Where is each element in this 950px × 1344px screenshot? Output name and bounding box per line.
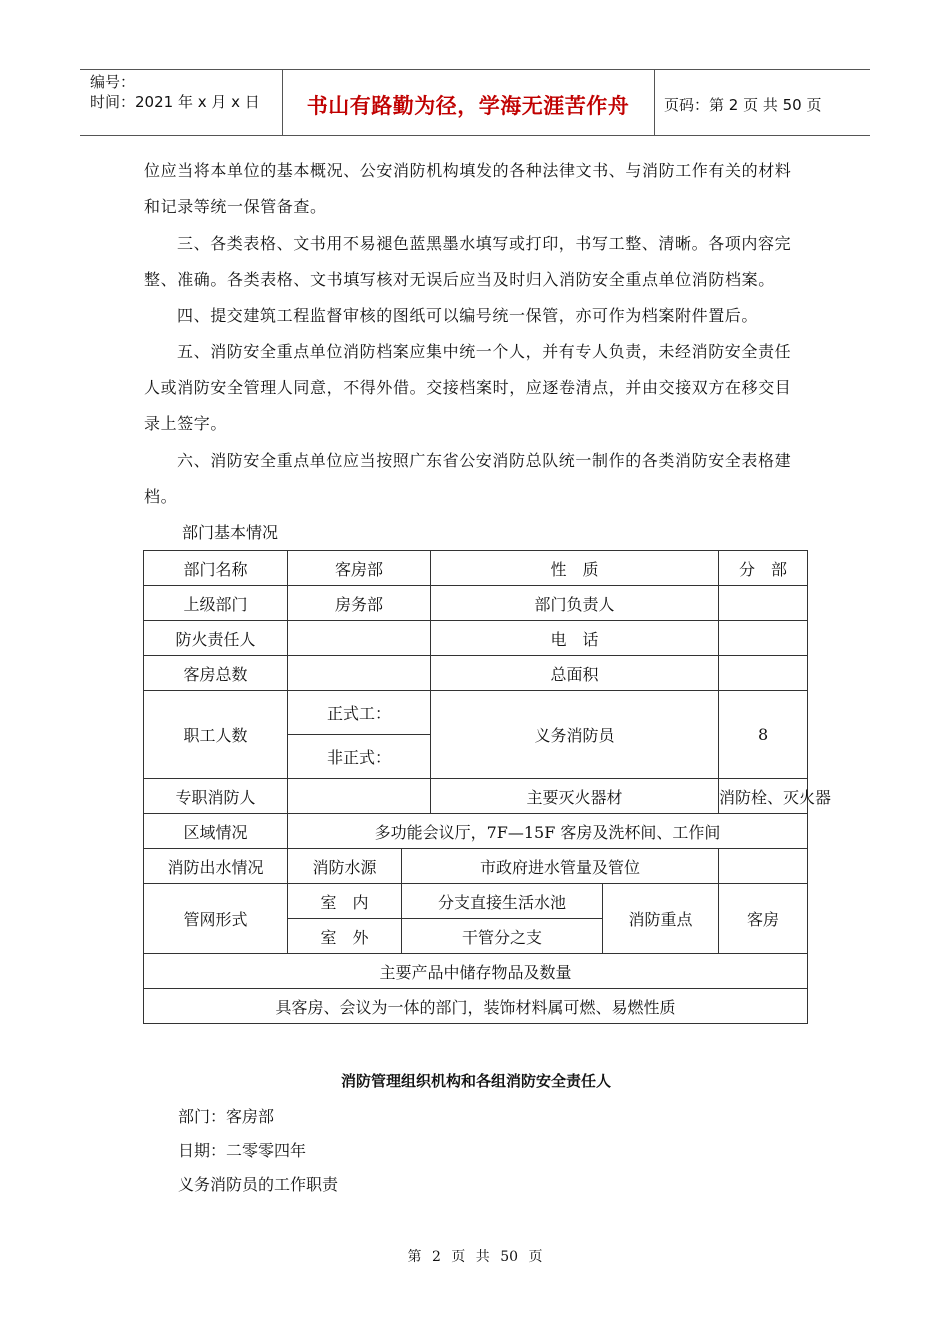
table-cell bbox=[719, 621, 808, 656]
header-divider-right bbox=[654, 69, 655, 135]
table-cell: 客房 bbox=[719, 884, 808, 954]
table-cell bbox=[288, 656, 431, 691]
table-cell bbox=[719, 656, 808, 691]
table-cell: 消防出水情况 bbox=[144, 849, 288, 884]
table-cell: 室 外 bbox=[288, 919, 402, 954]
table-cell: 部门名称 bbox=[144, 551, 288, 586]
table-cell: 消防水源 bbox=[288, 849, 402, 884]
table-row bbox=[144, 884, 808, 919]
table-cell: 8 bbox=[719, 691, 808, 779]
duty-line: 义务消防员的工作职责 bbox=[178, 1175, 339, 1194]
table-cell bbox=[719, 849, 808, 884]
table-row bbox=[144, 814, 808, 849]
table-cell: 部门负责人 bbox=[431, 586, 719, 621]
table-cell: 多功能会议厅，7F—15F 客房及洗杯间、工作间 bbox=[288, 814, 808, 849]
table-cell: 专职消防人 bbox=[144, 779, 288, 814]
table-cell: 市政府进水管量及管位 bbox=[402, 849, 719, 884]
table-row bbox=[144, 656, 808, 691]
header-bottom-rule bbox=[80, 135, 870, 136]
paragraph-1: 位应当将本单位的基本概况、公安消防机构填发的各种法律文书、与消防工作有关的材料和记录等统一保管备查。 bbox=[144, 161, 792, 216]
table-cell: 干管分之支 bbox=[402, 919, 603, 954]
paragraph-2: 三、各类表格、文书用不易褪色蓝黑墨水填写或打印，书写工整、清晰。各项内容完整、准确。各类表格、文书填写核对无误后应当及时归入消防安全重点单位消防档案。 bbox=[144, 234, 792, 289]
table-row bbox=[144, 779, 808, 814]
table-cell: 管网形式 bbox=[144, 884, 288, 954]
table-cell: 职工人数 bbox=[144, 691, 288, 779]
table-cell: 总面积 bbox=[431, 656, 719, 691]
table-cell: 非正式： bbox=[288, 735, 431, 779]
table-cell: 防火责任人 bbox=[144, 621, 288, 656]
table-cell: 上级部门 bbox=[144, 586, 288, 621]
table-cell bbox=[288, 779, 431, 814]
paragraph-5: 六、消防安全重点单位应当按照广东省公安消防总队统一制作的各类消防安全表格建档。 bbox=[144, 451, 792, 506]
table-cell: 义务消防员 bbox=[431, 691, 719, 779]
table-cell bbox=[288, 621, 431, 656]
header-top-rule bbox=[80, 69, 870, 70]
table-cell: 消防栓、灭火器 bbox=[719, 779, 808, 814]
paragraph-3: 四、提交建筑工程监督审核的图纸可以编号统一保管，亦可作为档案附件置后。 bbox=[177, 306, 759, 325]
table-cell: 消防重点 bbox=[603, 884, 719, 954]
table-cell: 正式工： bbox=[288, 691, 431, 735]
table-row bbox=[144, 849, 808, 884]
header-motto: 书山有路勤为径，学海无涯苦作舟 bbox=[306, 94, 630, 118]
date-line: 日期：二零零四年 bbox=[178, 1141, 307, 1160]
table-title: 部门基本情况 bbox=[182, 523, 279, 542]
table-row bbox=[144, 691, 808, 735]
section-title: 消防管理组织机构和各组消防安全责任人 bbox=[340, 1072, 611, 1090]
table-row bbox=[144, 586, 808, 621]
table-cell: 分支直接生活水池 bbox=[402, 884, 603, 919]
table-cell: 分 部 bbox=[719, 551, 808, 586]
table-cell: 室 内 bbox=[288, 884, 402, 919]
table-cell: 区域情况 bbox=[144, 814, 288, 849]
table-cell: 具客房、会议为一体的部门，装饰材料属可燃、易燃性质 bbox=[144, 989, 808, 1024]
table-cell: 性 质 bbox=[431, 551, 719, 586]
table-cell: 主要产品中储存物品及数量 bbox=[144, 954, 808, 989]
table-row bbox=[144, 989, 808, 1024]
paragraph-4: 五、消防安全重点单位消防档案应集中统一个人，并有专人负责，未经消防安全责任人或消防安全管理人同意，不得外借。交接档案时，应逐卷清点，并由交接双方在移交目录上签字。 bbox=[144, 342, 792, 433]
table-row bbox=[144, 621, 808, 656]
header-time-label: 时间：2021 年 x 月 x 日 bbox=[90, 93, 260, 111]
table-cell: 客房部 bbox=[288, 551, 431, 586]
page-footer: 第 2 页 共 50 页 bbox=[407, 1249, 543, 1265]
table-cell: 主要灭火器材 bbox=[431, 779, 719, 814]
table-row bbox=[144, 954, 808, 989]
department-info-table bbox=[143, 550, 832, 1024]
table-cell bbox=[719, 586, 808, 621]
department-line: 部门：客房部 bbox=[178, 1107, 275, 1126]
table-cell: 房务部 bbox=[288, 586, 431, 621]
table-cell: 客房总数 bbox=[144, 656, 288, 691]
header-page-info: 页码：第 2 页 共 50 页 bbox=[664, 96, 822, 114]
table-cell: 电 话 bbox=[431, 621, 719, 656]
header-number-label: 编号： bbox=[90, 73, 136, 91]
table-row bbox=[144, 551, 808, 586]
